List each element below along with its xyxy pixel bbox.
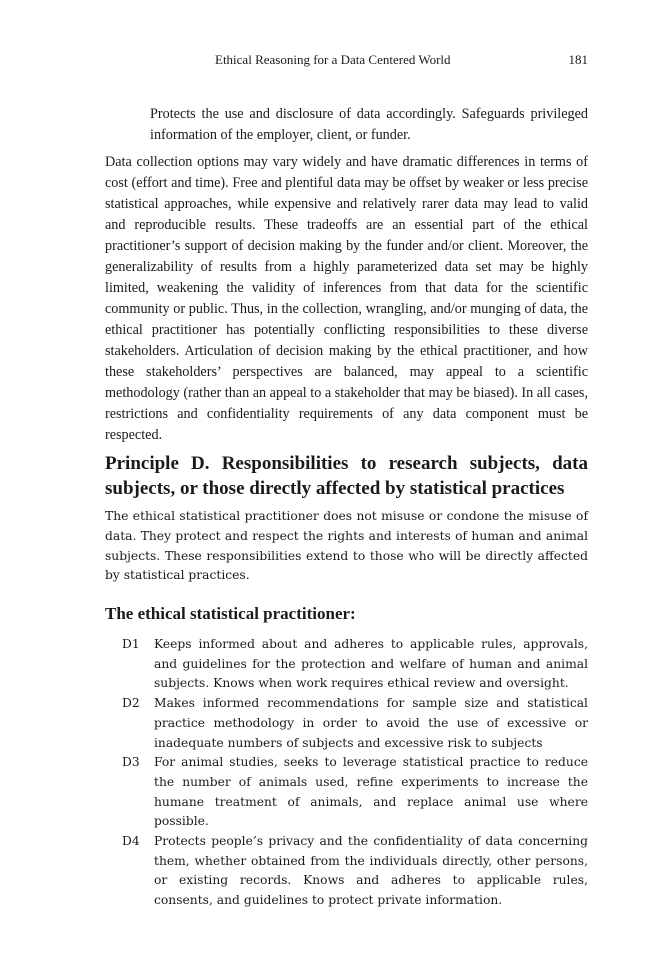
- principle-d-paragraph: The ethical statistical practitioner does not misuse or condone the misuse of data. They protect and respect the rights and interests of human and animal subjects. These responsibilities extend to those who will be directly affected by statistical practices.: [105, 509, 588, 583]
- item-text: For animal studies, seeks to leverage statistical practice to reduce the number of animals used, refine experiments to increase the humane treatment of animals, and replace animal use where possible.: [154, 755, 588, 829]
- practitioner-subheading: The ethical statistical practitioner:: [105, 604, 356, 623]
- indented-continuation-paragraph: Protects the use and disclosure of data accordingly. Safeguards privileged information of the employer, client, or funder.: [150, 106, 588, 143]
- item-code: D4: [122, 834, 140, 849]
- list-item-d4: [122, 832, 588, 911]
- item-text: Keeps informed about and adheres to applicable rules, approvals, and guidelines for the protection and welfare of human and animal subjects. Knows when work requires ethical review and oversight.: [154, 637, 588, 691]
- item-code: D2: [122, 696, 140, 711]
- list-item-d2: [122, 694, 588, 753]
- item-text: Makes informed recommendations for sample size and statistical practice methodology in order to avoid the use of excessive or inadequate numbers of subjects and excessive risk to subjects: [154, 696, 588, 750]
- item-code: D1: [122, 637, 140, 651]
- item-code: D3: [122, 755, 140, 770]
- principle-d-heading: Principle D. Responsibilities to research subjects, data subjects, or those directly affected by statistical practices: [105, 453, 588, 499]
- running-header: [105, 52, 588, 70]
- item-text: Protects people’s privacy and the confidentiality of data concerning them, whether obtained from the individuals directly, other persons, or existing records. Knows and adheres to applicable rules, consents, and guidelines to protect private information.: [154, 834, 588, 908]
- body-paragraph: Data collection options may vary widely and have dramatic differences in terms of cost (effort and time). Free and plentiful data may be offset by weaker or less precise statistical approaches, while expensive and relatively rarer data may lead to valid and reproducible results. These tradeoffs are an essential part of the ethical practitioner’s support of decision making by the funder and/or client. Moreover, the generalizability of results from a highly parameterized data set may be highly limited, weakening the validity of inferences from that data for the scientific community or public. Thus, in the collection, wrangling, and/or munging of data, the ethical practitioner has potentially conflicting responsibilities to these diverse stakeholders. Articulation of decision making by the ethical practitioner, and how these stakeholders’ perspectives are balanced, may appeal to a scientific methodology (rather than an appeal to a stakeholder that may be biased). In all cases, restrictions and confidentiality requirements of any data component must be respected.: [105, 154, 588, 443]
- running-title: Ethical Reasoning for a Data Centered World: [215, 52, 451, 67]
- principle-d-list: [122, 635, 588, 911]
- list-item-d1: [122, 635, 588, 694]
- page-number: 181: [568, 52, 588, 67]
- list-item-d3: [122, 753, 588, 832]
